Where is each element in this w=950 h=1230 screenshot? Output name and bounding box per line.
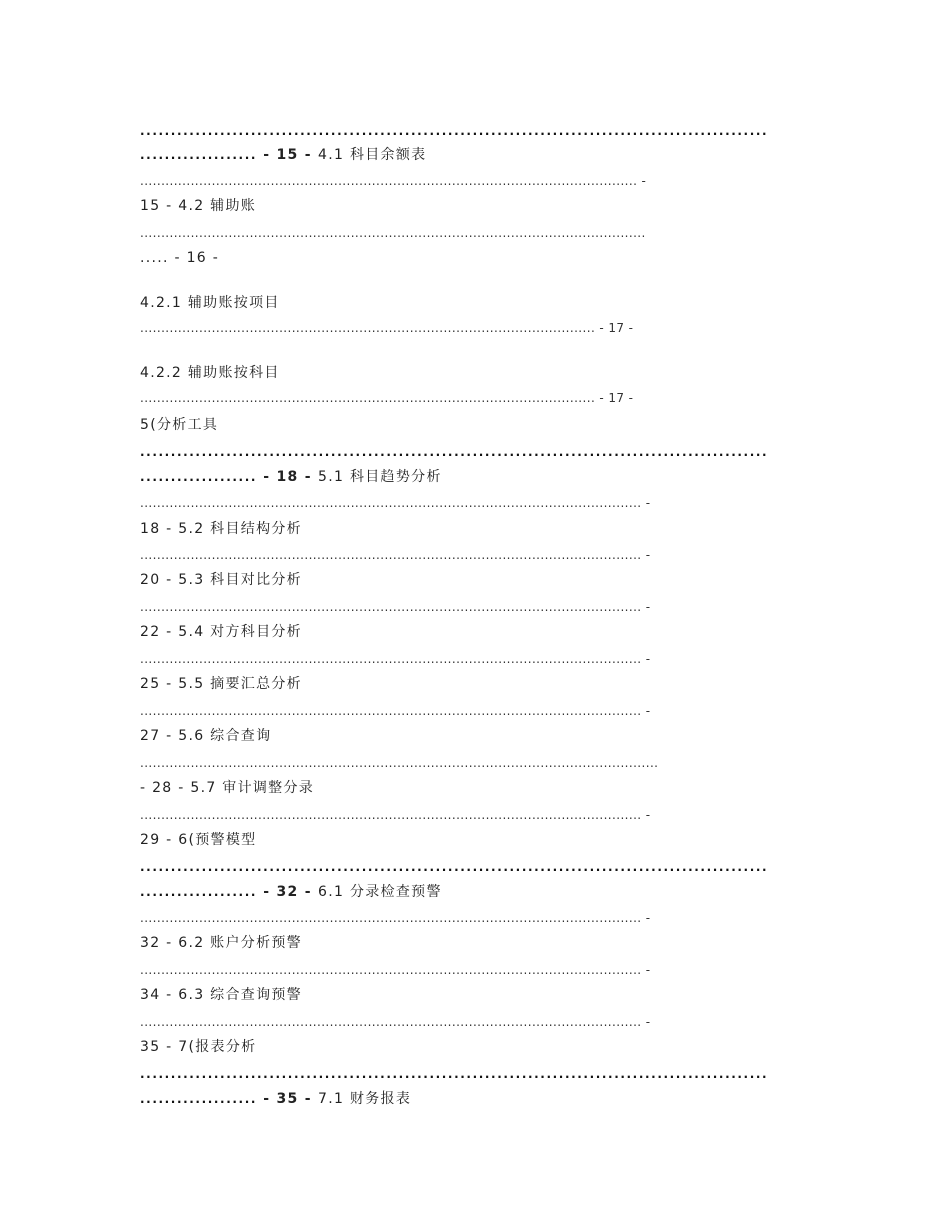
toc-entry <box>140 1090 411 1108</box>
toc-entry: 20 - 5.3 科目对比分析 <box>140 572 302 588</box>
toc-dot-leader: ................... <box>140 885 258 899</box>
toc-entry: 25 - 5.5 摘要汇总分析 <box>140 676 302 692</box>
toc-heading: 6.1 分录检查预警 <box>318 884 442 900</box>
toc-dot-leader: ...................................................................................................... <box>140 445 769 459</box>
toc-entry <box>140 468 442 486</box>
toc-dot-leader: ...................................................................................................... <box>140 124 769 138</box>
page-separator: - <box>257 884 277 900</box>
toc-dot-leader: ........................................................................................................................... <box>140 756 659 770</box>
toc-heading: 5.1 科目趋势分析 <box>318 469 442 485</box>
toc-dot-leader: ................... <box>140 470 258 484</box>
toc-dot-leader: ....................................................................................................................... - <box>140 808 651 822</box>
toc-entry <box>140 146 426 164</box>
toc-dot-leader: ....................................................................................................................... - <box>140 963 651 977</box>
page-number: 18 <box>276 469 299 485</box>
toc-entry: 18 - 5.2 科目结构分析 <box>140 521 302 537</box>
toc-entry: 29 - 6(预警模型 <box>140 832 257 848</box>
toc-dot-leader: ....................................................................................................................... - <box>140 704 651 718</box>
toc-heading: 7.1 财务报表 <box>318 1091 412 1107</box>
page-separator: - <box>298 884 319 900</box>
toc-dot-leader: ....................................................................................................................... - <box>140 1015 651 1029</box>
toc-dot-leader: ....................................................................................................................... - <box>140 600 651 614</box>
toc-entry: 22 - 5.4 对方科目分析 <box>140 624 302 640</box>
toc-dot-leader: ....................................................................................................................... - <box>140 548 651 562</box>
page-separator: - <box>298 147 319 163</box>
toc-entry: 4.2.1 辅助账按项目 <box>140 295 280 311</box>
toc-entry: 15 - 4.2 辅助账 <box>140 198 257 214</box>
page-number: 32 <box>276 884 299 900</box>
toc-entry: - 28 - 5.7 审计调整分录 <box>140 780 315 796</box>
toc-entry: ..... - 16 - <box>140 250 220 266</box>
toc-dot-leader: ....................................................................................................................... - <box>140 911 651 925</box>
page-separator: - <box>257 147 277 163</box>
toc-dot-leader: ...................................................................................................... <box>140 860 769 874</box>
toc-dot-leader: ............................................................................................................ - 17 - <box>140 391 634 405</box>
toc-entry: 35 - 7(报表分析 <box>140 1039 257 1055</box>
toc-entry: 5(分析工具 <box>140 417 219 433</box>
toc-entry <box>140 883 442 901</box>
toc-heading: 4.1 科目余额表 <box>318 147 427 163</box>
toc-entry: 32 - 6.2 账户分析预警 <box>140 935 302 951</box>
page-number: 35 <box>276 1091 299 1107</box>
toc-entry: 4.2.2 辅助账按科目 <box>140 365 280 381</box>
toc-dot-leader: ....................................................................................................................... - <box>140 652 651 666</box>
toc-dot-leader: ................... <box>140 1092 258 1106</box>
page-number: 15 <box>276 147 299 163</box>
toc-dot-leader: ...................................................................................................... <box>140 1067 769 1081</box>
toc-dot-leader: ................... <box>140 148 258 162</box>
page-separator: - <box>257 1091 277 1107</box>
toc-entry: 27 - 5.6 综合查询 <box>140 728 272 744</box>
toc-entry: 34 - 6.3 综合查询预警 <box>140 987 302 1003</box>
page-separator: - <box>298 469 319 485</box>
toc-dot-leader: ........................................................................................................................ <box>140 226 646 240</box>
toc-dot-leader: ............................................................................................................ - 17 - <box>140 321 634 335</box>
page-separator: - <box>257 469 277 485</box>
toc-dot-leader: ....................................................................................................................... - <box>140 496 651 510</box>
page-separator: - <box>298 1091 319 1107</box>
toc-dot-leader: ...................................................................................................................... - <box>140 174 647 188</box>
